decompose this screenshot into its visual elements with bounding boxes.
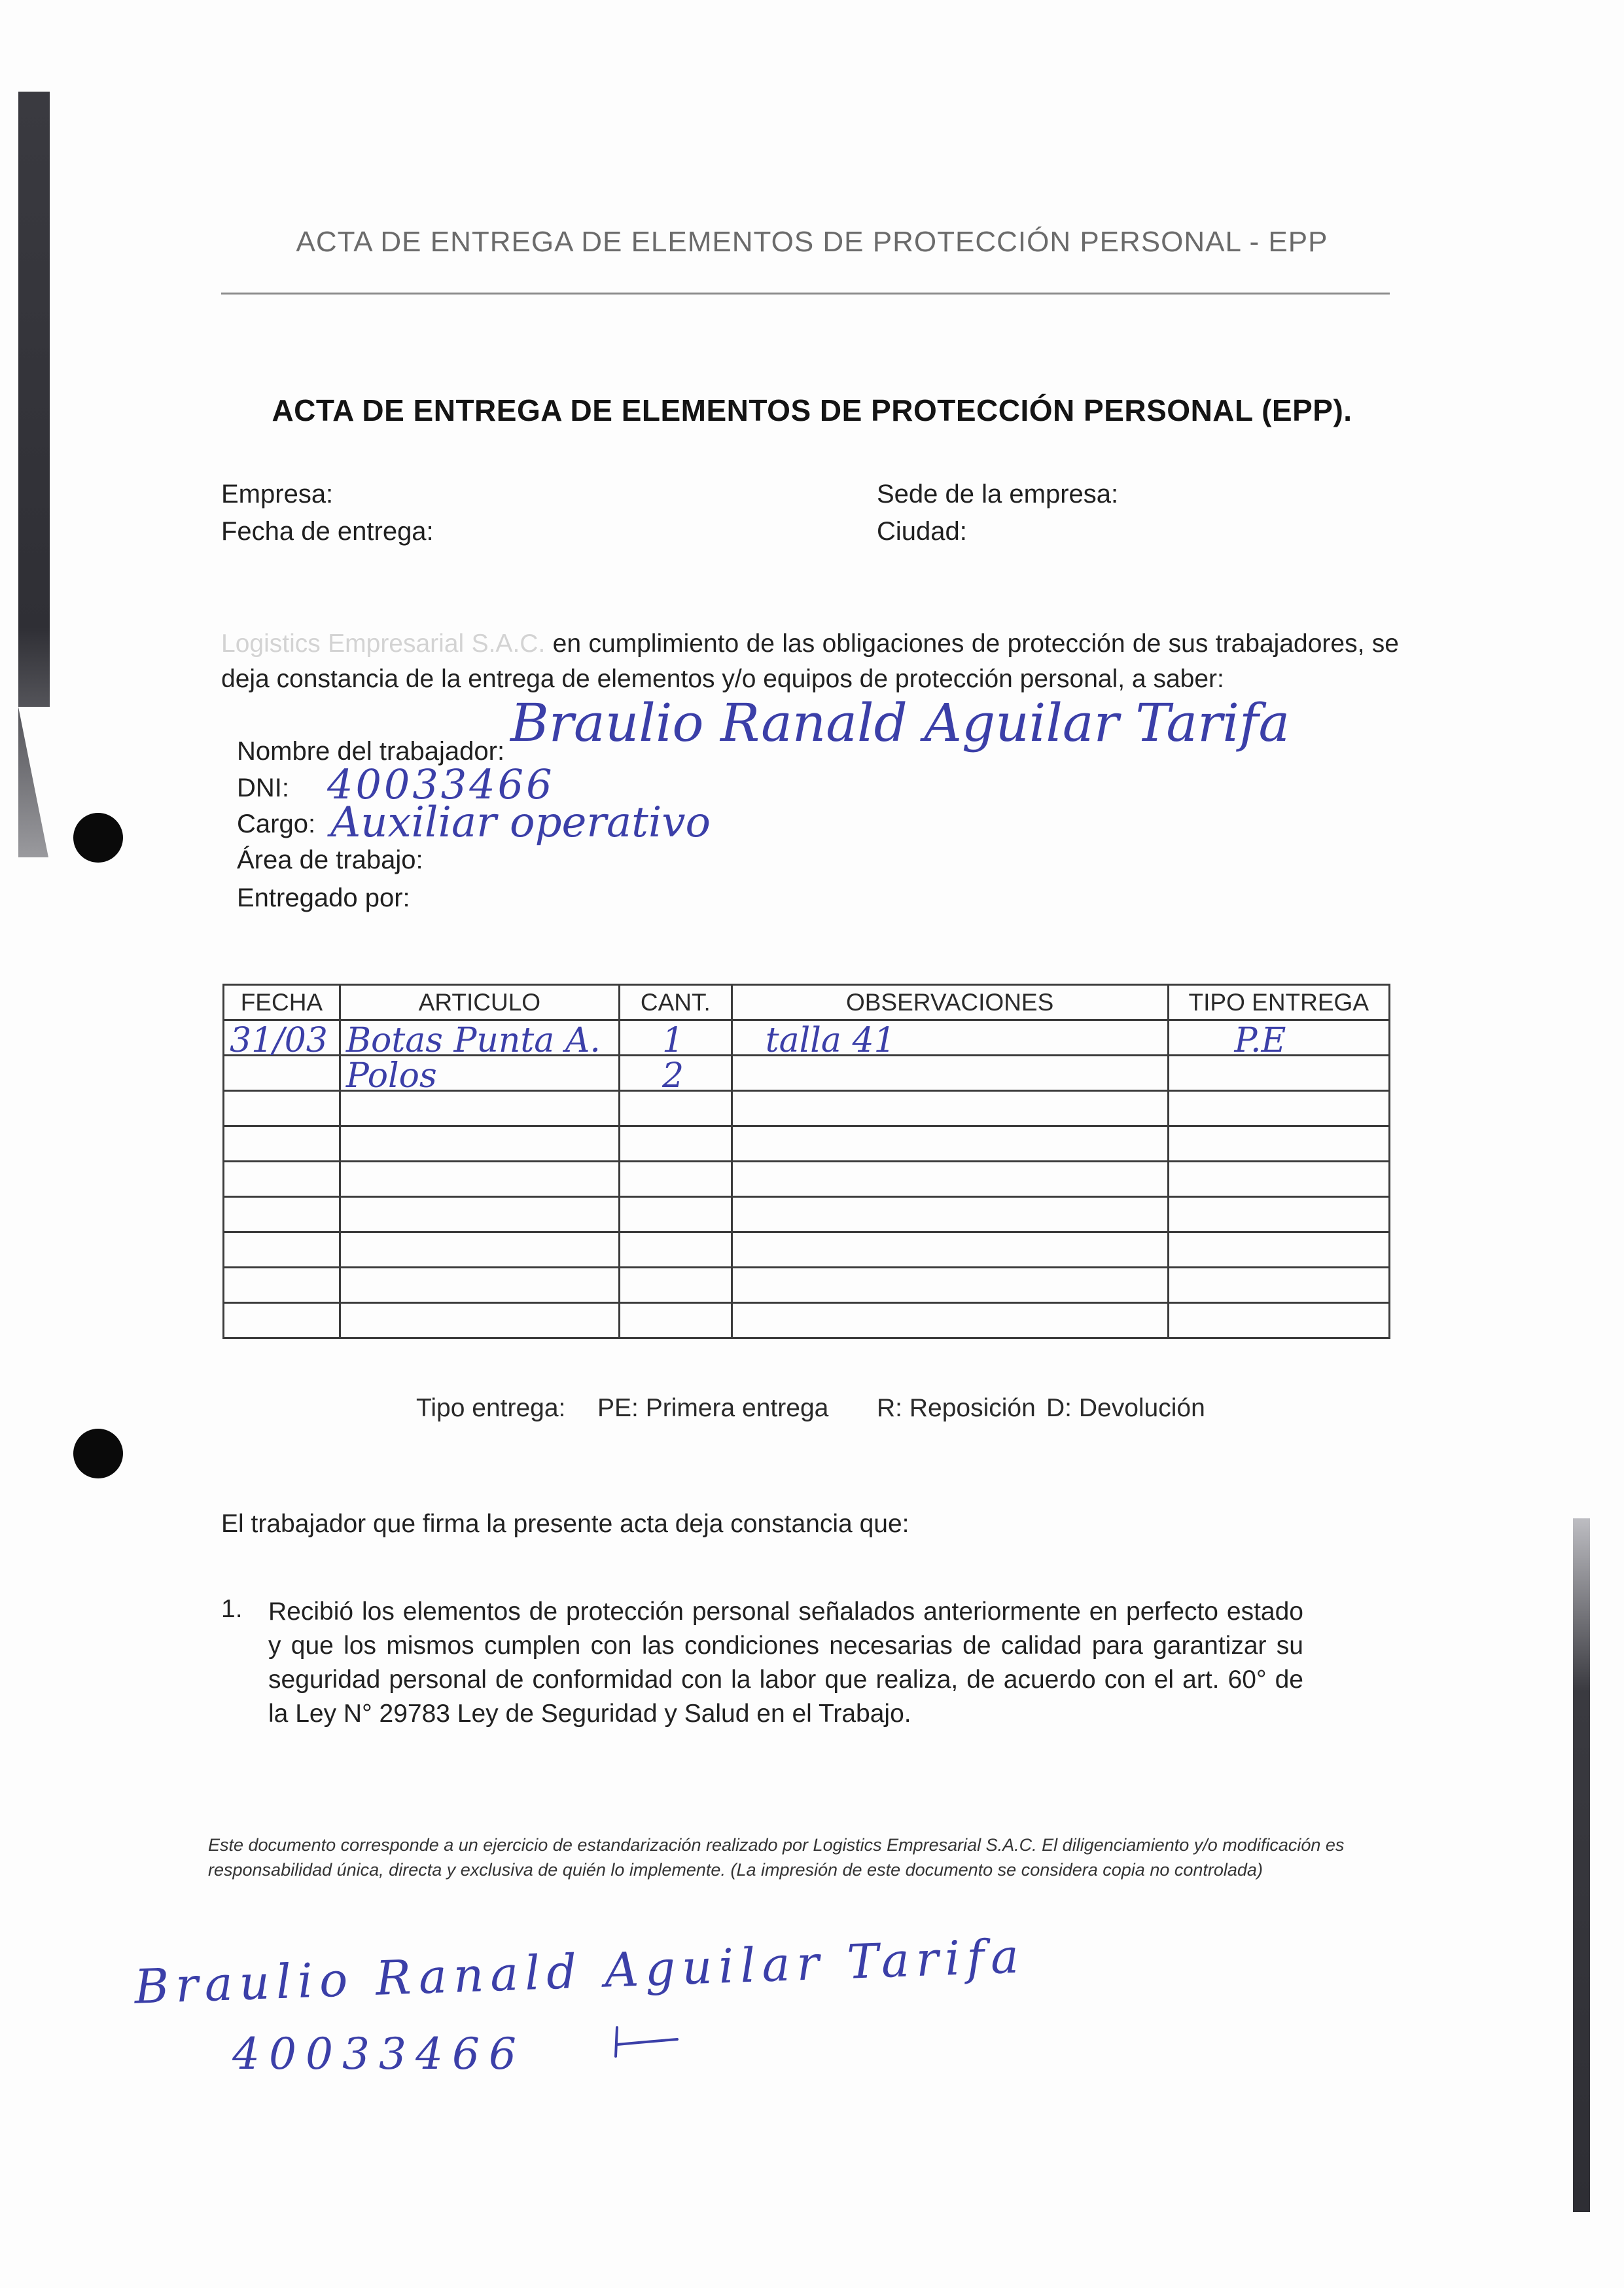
- table-cell: [1168, 1303, 1389, 1338]
- area-label: Área de trabajo:: [237, 846, 423, 874]
- punch-hole-top: [73, 813, 123, 863]
- table-cell: [224, 1056, 340, 1091]
- header-rule: [221, 293, 1390, 295]
- table-cell: [619, 1268, 732, 1303]
- table-row: [224, 1268, 1390, 1303]
- empresa-label: Empresa:: [221, 480, 334, 509]
- table-cell: [732, 1020, 1168, 1060]
- cell-articulo: Botas Punta A.: [345, 1021, 601, 1060]
- table-row: [224, 1126, 1390, 1162]
- legend-r: R: Reposición: [877, 1394, 1036, 1422]
- table-cell: [340, 1232, 619, 1268]
- intro-text: en cumplimiento de las obligaciones de protección de sus trabajadores, se deja constancia de la entrega de elementos y/o equipos de protección personal, a saber:: [221, 630, 1399, 693]
- header-observaciones: OBSERVACIONES: [732, 985, 1168, 1020]
- table-cell: [224, 1303, 340, 1338]
- ciudad-label: Ciudad:: [877, 517, 967, 546]
- signature-dni: 40033466: [232, 2029, 525, 2079]
- table-cell: [732, 1056, 1168, 1091]
- dni-value: 40033466: [327, 760, 555, 808]
- signature-name: Braulio Ranald Aguilar Tarifa: [133, 1928, 1027, 2014]
- header-cant: CANT.: [619, 985, 732, 1020]
- table-cell: [1168, 1056, 1389, 1091]
- header-fecha: FECHA: [224, 985, 340, 1020]
- table-cell: [1168, 1197, 1389, 1232]
- table-header-row: [224, 985, 1390, 1020]
- table-cell: [224, 1126, 340, 1162]
- legend-label: Tipo entrega:: [416, 1394, 566, 1422]
- legend-pe: PE: Primera entrega: [597, 1394, 829, 1422]
- statement: El trabajador que firma la presente acta deja constancia que:: [221, 1510, 909, 1538]
- table-row: [224, 1303, 1390, 1338]
- table-cell: [1168, 1091, 1389, 1126]
- table-cell: [224, 1020, 340, 1060]
- cargo-value: Auxiliar operativo: [330, 798, 711, 847]
- header-articulo: ARTICULO: [340, 985, 619, 1020]
- scan-edge-left-cut: [18, 707, 50, 864]
- table-row: [224, 1197, 1390, 1232]
- table-cell: [224, 1232, 340, 1268]
- scan-edge-right: [1573, 1518, 1590, 2212]
- intro-paragraph: [221, 626, 1399, 697]
- table-cell: [340, 1126, 619, 1162]
- table-cell: [619, 1126, 732, 1162]
- table-cell: [619, 1303, 732, 1338]
- clause-number: 1.: [221, 1595, 243, 1623]
- table-cell: [340, 1091, 619, 1126]
- table-cell: [619, 1056, 732, 1096]
- table-cell: [340, 1020, 619, 1060]
- cargo-label: Cargo:: [237, 810, 316, 838]
- page-title: ACTA DE ENTREGA DE ELEMENTOS DE PROTECCIÓN PERSONAL (EPP).: [272, 393, 1352, 427]
- table-cell: [732, 1232, 1168, 1268]
- table-cell: [732, 1126, 1168, 1162]
- cell-fecha: 31/03: [230, 1021, 328, 1060]
- table-cell: [732, 1091, 1168, 1126]
- table-cell: [224, 1268, 340, 1303]
- table-row: [224, 1020, 1390, 1056]
- table-cell: [619, 1162, 732, 1197]
- clause-text: Recibió los elementos de protección personal señalados anteriormente en perfecto estado y que los mismos cumplen con las condiciones necesarias de calidad para garantizar su seguridad personal de conformidad con la labor que realiza, de acuerdo con el art. 60° de la Ley N° 29783 Ley de Seguridad y Salud en el Trabajo.: [268, 1598, 1303, 1728]
- footnote: Este documento corresponde a un ejercicio de estandarización realizado por Logistics Empresarial S.A.C. El diligenciamiento y/o modificación es responsabilidad única, directa y exclusiva de quién lo implemente. (La impresión de este documento se considera copia no controlada): [208, 1835, 1345, 1880]
- dni-label: DNI:: [237, 774, 289, 802]
- cell-cant: 1: [662, 1021, 684, 1060]
- company-name: Logistics Empresarial S.A.C.: [221, 630, 546, 658]
- table-cell: [1168, 1232, 1389, 1268]
- nombre-label: Nombre del trabajador:: [237, 737, 505, 766]
- table-cell: [732, 1162, 1168, 1197]
- cell-articulo: Polos: [345, 1056, 437, 1096]
- table-cell: [619, 1020, 732, 1060]
- table-cell: [340, 1303, 619, 1338]
- table-cell: [340, 1268, 619, 1303]
- cell-cant: 2: [662, 1056, 684, 1096]
- table-row: [224, 1091, 1390, 1126]
- table-cell: [340, 1056, 619, 1096]
- table-cell: [1168, 1162, 1389, 1197]
- table-cell: [340, 1162, 619, 1197]
- header-title: ACTA DE ENTREGA DE ELEMENTOS DE PROTECCIÓN PERSONAL - EPP: [296, 226, 1328, 258]
- table-row: [224, 1162, 1390, 1197]
- table-cell: [732, 1268, 1168, 1303]
- table-cell: [224, 1162, 340, 1197]
- entregado-label: Entregado por:: [237, 884, 410, 912]
- table-cell: [1168, 1020, 1389, 1060]
- sede-label: Sede de la empresa:: [877, 480, 1119, 509]
- signature-mark: [605, 2022, 684, 2062]
- table-cell: [732, 1197, 1168, 1232]
- cell-observaciones: talla 41: [765, 1021, 896, 1060]
- table-cell: [1168, 1126, 1389, 1162]
- table-row: [224, 1056, 1390, 1091]
- header-tipo-entrega: TIPO ENTREGA: [1168, 985, 1389, 1020]
- table-row: [224, 1232, 1390, 1268]
- epp-table: [222, 984, 1390, 1339]
- table-cell: [1168, 1268, 1389, 1303]
- table-cell: [619, 1091, 732, 1126]
- table-cell: [732, 1303, 1168, 1338]
- table-cell: [224, 1091, 340, 1126]
- legend-d: D: Devolución: [1046, 1394, 1205, 1422]
- nombre-value: Braulio Ranald Aguilar Tarifa: [510, 692, 1290, 753]
- table-cell: [340, 1197, 619, 1232]
- table-cell: [619, 1197, 732, 1232]
- fecha-entrega-label: Fecha de entrega:: [221, 517, 434, 546]
- table-cell: [619, 1232, 732, 1268]
- punch-hole-bottom: [73, 1429, 123, 1478]
- cell-tipo-entrega: P.E: [1234, 1021, 1286, 1060]
- table-cell: [224, 1197, 340, 1232]
